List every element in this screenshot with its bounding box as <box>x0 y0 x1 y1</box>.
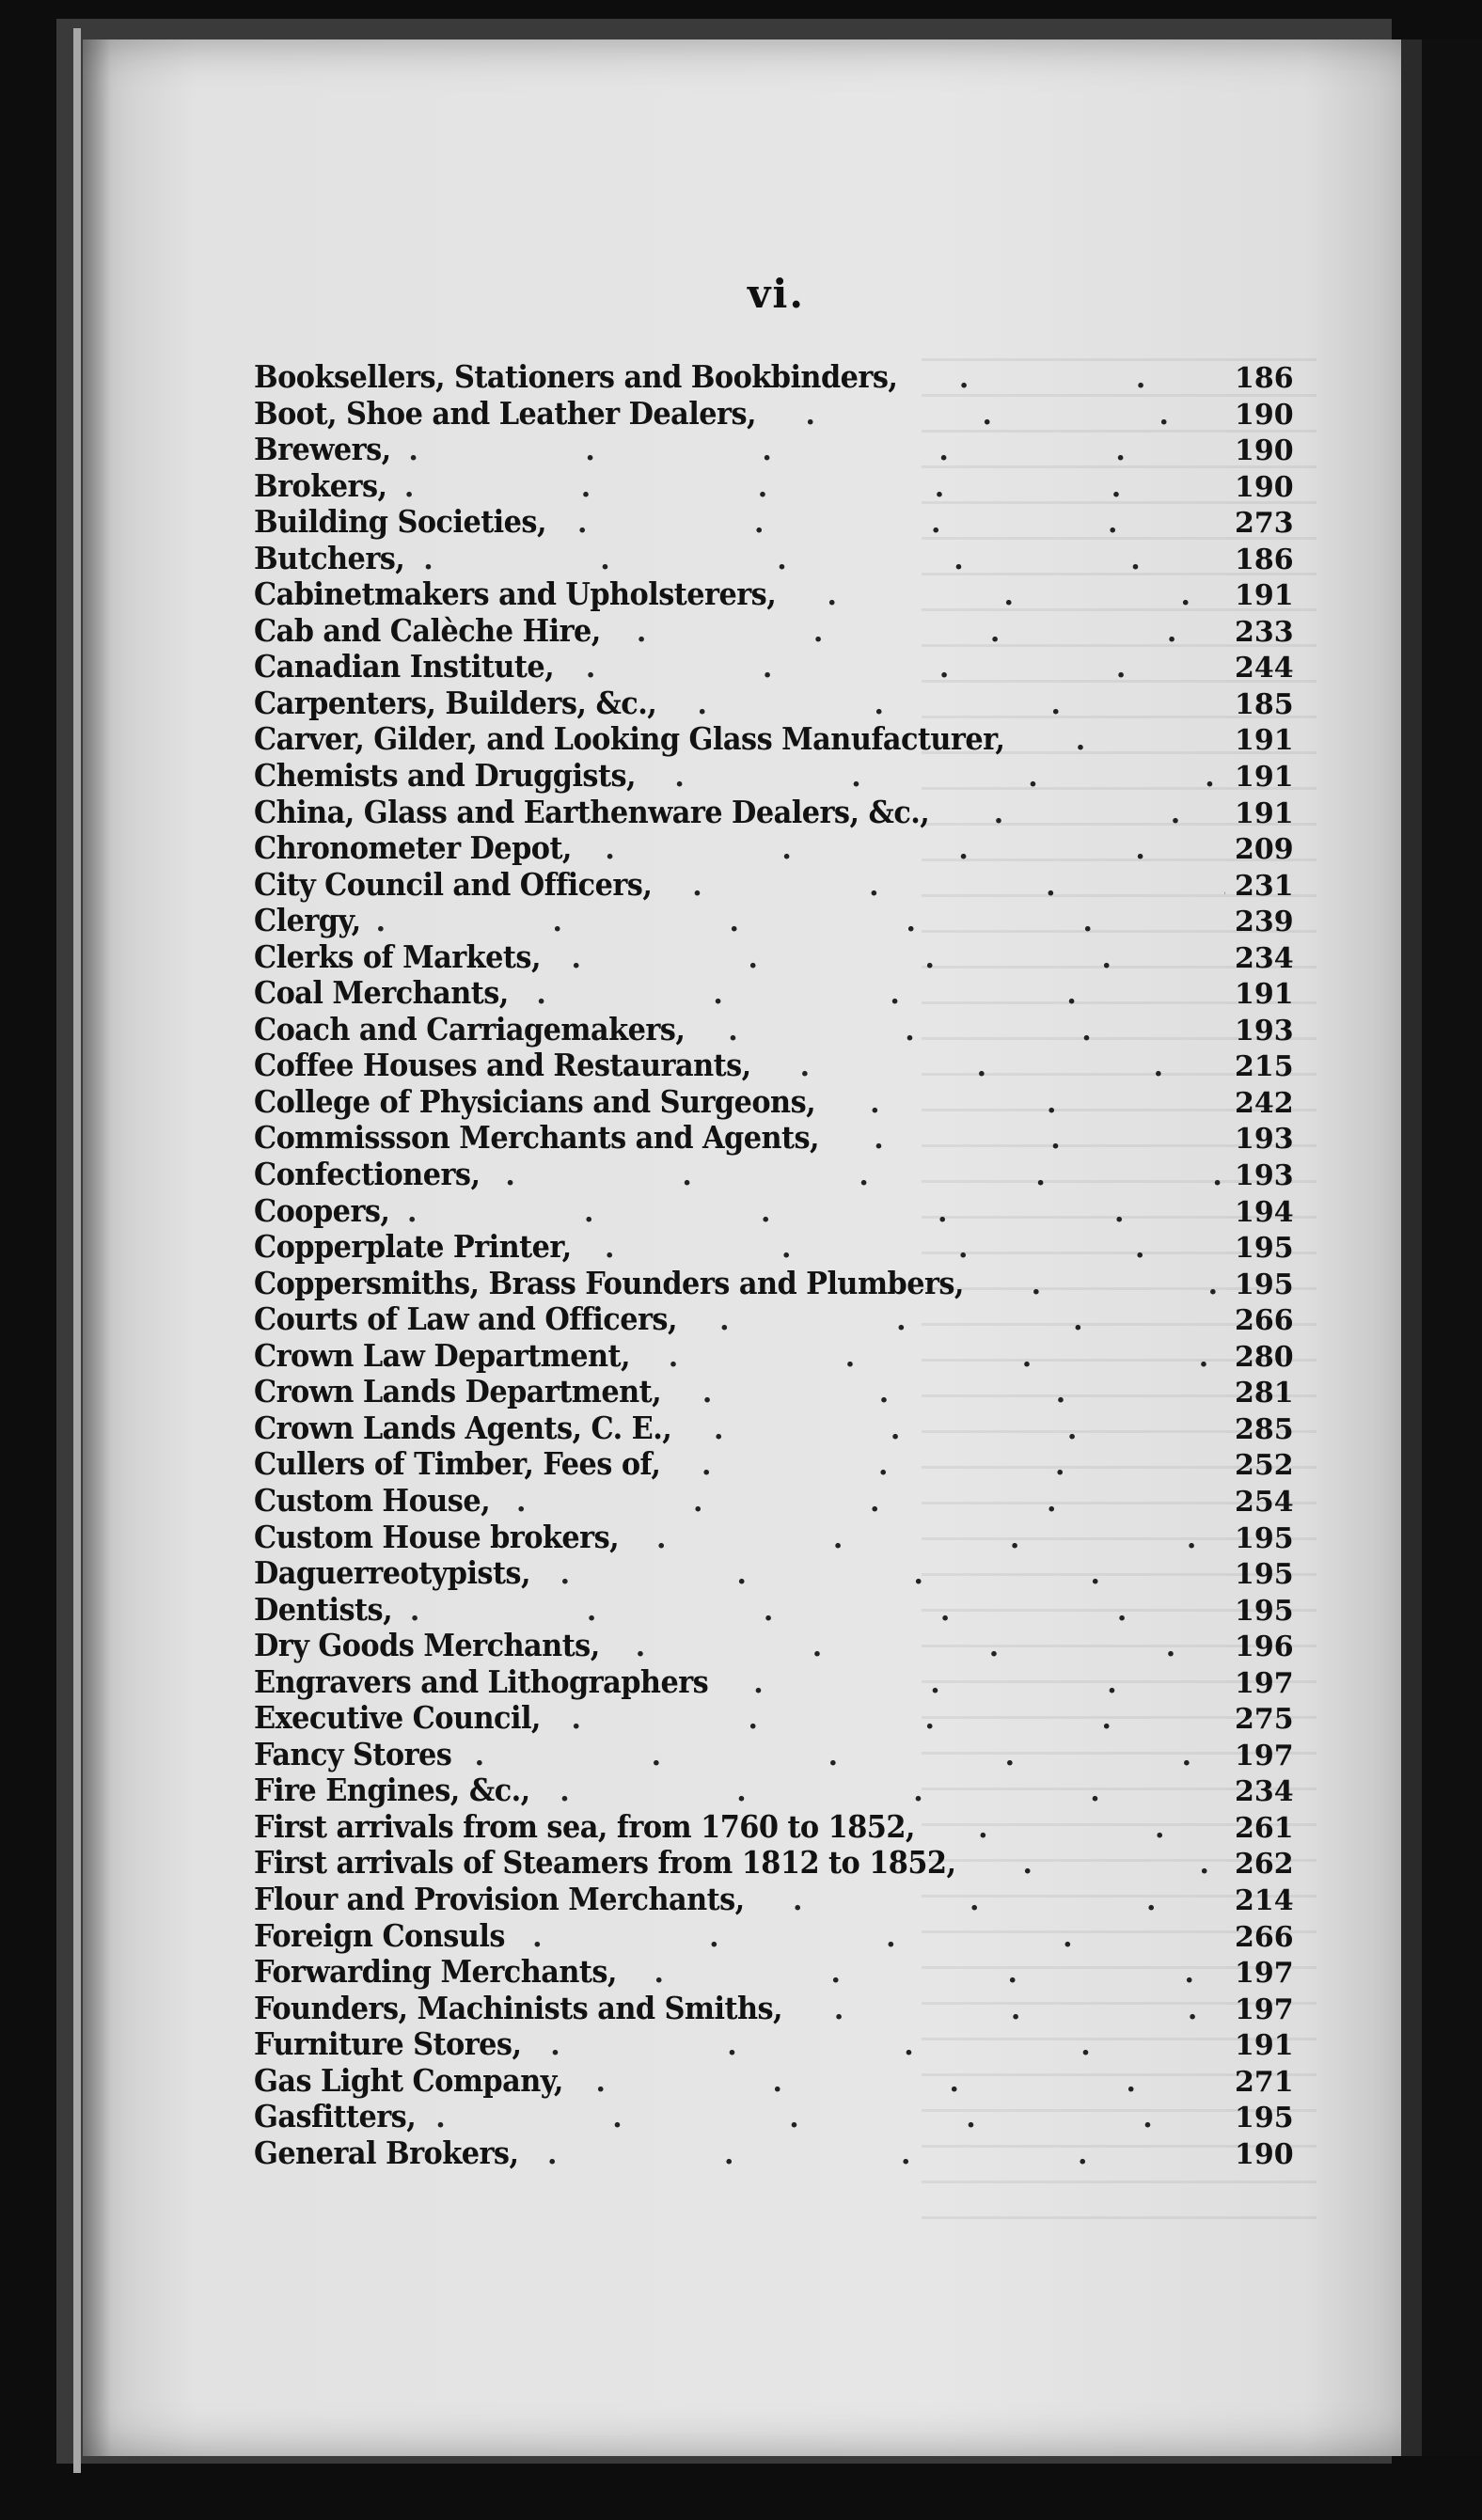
dot-leader <box>376 905 1225 941</box>
entry-page-number: 273 <box>1235 507 1294 541</box>
entry-page-number: 196 <box>1235 1630 1294 1664</box>
index-entry <box>254 649 1293 685</box>
entry-name: Custom House, <box>254 1481 491 1519</box>
entry-page-number: 191 <box>1235 2029 1294 2063</box>
dot-leader <box>959 361 1225 398</box>
dot-leader <box>656 1521 1225 1558</box>
index-entry <box>254 1664 1293 1701</box>
index-entry <box>254 721 1293 758</box>
index-entry <box>254 1628 1293 1664</box>
index-entry <box>254 867 1293 904</box>
index-entry <box>254 1520 1293 1556</box>
dot-leader <box>702 1448 1225 1485</box>
index-entry <box>254 903 1293 939</box>
entry-name: Clergy, <box>254 902 361 939</box>
index-entry <box>254 1120 1293 1157</box>
entry-name: Butchers, <box>254 539 405 576</box>
entry-name: Cullers of Timber, Fees of, <box>254 1445 661 1483</box>
entry-name: Booksellers, Stationers and Bookbinders, <box>254 358 898 395</box>
dot-leader <box>516 1485 1225 1521</box>
entry-name: Fancy Stores <box>254 1735 452 1772</box>
entry-name: College of Physicians and Surgeons, <box>254 1082 816 1120</box>
index-entry <box>254 1555 1293 1592</box>
entry-page-number: 234 <box>1235 1775 1294 1809</box>
entry-name: Gasfitters, <box>254 2098 417 2135</box>
dot-leader <box>994 796 1225 833</box>
dot-leader <box>571 1702 1225 1739</box>
entry-page-number: 197 <box>1235 1957 1294 1991</box>
entry-page-number: 190 <box>1235 398 1294 432</box>
dot-leader <box>404 470 1225 507</box>
dot-leader <box>637 615 1225 652</box>
dot-leader <box>532 1920 1225 1957</box>
entry-name: Carpenters, Builders, &c., <box>254 684 657 721</box>
entry-name: Confectioners, <box>254 1156 481 1193</box>
index-entry <box>254 939 1293 976</box>
index-entry <box>254 396 1293 433</box>
index-entry <box>254 1483 1293 1520</box>
entry-page-number: 215 <box>1235 1050 1294 1084</box>
index-entry <box>254 1374 1293 1410</box>
index-entry <box>254 432 1293 468</box>
index-entry <box>254 468 1293 505</box>
index-entry <box>254 1338 1293 1375</box>
entry-page-number: 197 <box>1235 1666 1294 1700</box>
entry-page-number: 266 <box>1235 1304 1294 1338</box>
entry-name: China, Glass and Earthenware Dealers, &c., <box>254 793 930 830</box>
entry-page-number: 280 <box>1235 1340 1294 1374</box>
entry-page-number: 195 <box>1235 1521 1294 1555</box>
index-entry <box>254 1012 1293 1048</box>
dot-leader <box>674 760 1225 796</box>
entry-name: Founders, Machinists and Smiths, <box>254 1989 783 2026</box>
index-entry <box>254 541 1293 577</box>
entry-name: Dry Goods Merchants, <box>254 1627 600 1664</box>
index-entry <box>254 613 1293 650</box>
index-entry <box>254 795 1293 831</box>
dot-leader <box>536 977 1225 1014</box>
entry-name: Coffee Houses and Restaurants, <box>254 1047 751 1084</box>
entry-name: First arrivals of Steamers from 1812 to 1852, <box>254 1844 956 1882</box>
entry-name: Daguerreotypists, <box>254 1554 530 1592</box>
index-entry <box>254 1266 1293 1302</box>
dot-leader <box>714 1412 1225 1449</box>
index-entry <box>254 1592 1293 1629</box>
index-entry <box>254 2135 1293 2172</box>
entry-page-number: 185 <box>1235 687 1294 721</box>
index-entry <box>254 1157 1293 1193</box>
entry-name: Flour and Provision Merchants, <box>254 1880 745 1917</box>
entry-page-number: 244 <box>1235 652 1294 685</box>
entry-name: Furniture Stores, <box>254 2025 522 2063</box>
dot-leader <box>753 1666 1225 1703</box>
dot-leader <box>728 1014 1225 1050</box>
entry-name: Coach and Carriagemakers, <box>254 1010 686 1047</box>
entry-page-number: 242 <box>1235 1086 1294 1120</box>
entry-name: Forwarding Merchants, <box>254 1953 617 1991</box>
entry-page-number: 195 <box>1235 1268 1294 1301</box>
entry-name: Coppersmiths, Brass Founders and Plumbers, <box>254 1264 964 1301</box>
dot-leader <box>475 1739 1225 1775</box>
dot-leader <box>605 832 1225 869</box>
index-list <box>254 359 1293 2171</box>
index-entry <box>254 1410 1293 1447</box>
entry-name: Copperplate Printer, <box>254 1228 572 1266</box>
dot-leader <box>571 941 1225 978</box>
entry-name: Cabinetmakers and Upholsterers, <box>254 575 777 613</box>
scan-border <box>1422 39 1482 2456</box>
entry-name: Fire Engines, &c., <box>254 1772 530 1809</box>
entry-page-number: 190 <box>1235 2137 1294 2171</box>
entry-name: First arrivals from sea, from 1760 to 1852, <box>254 1807 915 1845</box>
index-entry <box>254 504 1293 541</box>
page-number: vi. <box>748 271 805 317</box>
entry-page-number: 186 <box>1235 362 1294 395</box>
entry-name: Brewers, <box>254 431 391 468</box>
dot-leader <box>423 543 1225 579</box>
dot-leader <box>978 1811 1225 1848</box>
entry-name: Building Societies, <box>254 503 547 541</box>
entry-page-number: 262 <box>1235 1848 1294 1882</box>
dot-leader <box>586 651 1225 687</box>
entry-page-number: 271 <box>1235 2065 1294 2099</box>
index-entry <box>254 1737 1293 1773</box>
dot-leader <box>692 869 1225 906</box>
entry-page-number: 197 <box>1235 1992 1294 2026</box>
entry-page-number: 191 <box>1235 724 1294 758</box>
entry-page-number: 193 <box>1235 1123 1294 1157</box>
entry-page-number: 254 <box>1235 1485 1294 1519</box>
dot-leader <box>698 687 1225 724</box>
index-entry <box>254 1918 1293 1955</box>
index-entry <box>254 1845 1293 1882</box>
entry-name: Clerks of Markets, <box>254 937 541 975</box>
dot-leader <box>577 506 1225 543</box>
index-entry <box>254 2063 1293 2100</box>
entry-name: Crown Law Department, <box>254 1336 630 1374</box>
entry-page-number: 281 <box>1235 1377 1294 1410</box>
entry-page-number: 234 <box>1235 941 1294 975</box>
entry-page-number: 191 <box>1235 761 1294 795</box>
dot-leader <box>636 1630 1225 1666</box>
index-entry <box>254 2099 1293 2135</box>
entry-page-number: 233 <box>1235 615 1294 649</box>
index-entry <box>254 576 1293 613</box>
dot-leader <box>828 578 1226 615</box>
entry-page-number: 266 <box>1235 1920 1294 1954</box>
entry-page-number: 195 <box>1235 1594 1294 1628</box>
dot-leader <box>505 1158 1225 1195</box>
dot-leader <box>605 1231 1225 1268</box>
dot-leader <box>435 2101 1225 2137</box>
entry-name: Cab and Calèche Hire, <box>254 611 601 649</box>
dot-leader <box>805 398 1225 434</box>
index-entry <box>254 1954 1293 1991</box>
entry-name: Coal Merchants, <box>254 974 509 1012</box>
entry-name: Coopers, <box>254 1191 390 1229</box>
entry-page-number: 194 <box>1235 1195 1294 1229</box>
entry-name: Carver, Gilder, and Looking Glass Manufacturer, <box>254 720 1005 758</box>
entry-page-number: 186 <box>1235 543 1294 576</box>
entry-name: Crown Lands Department, <box>254 1373 662 1410</box>
entry-page-number: 195 <box>1235 1232 1294 1266</box>
dot-leader <box>560 1774 1225 1811</box>
entry-name: City Council and Officers, <box>254 865 653 903</box>
entry-name: Courts of Law and Officers, <box>254 1300 677 1338</box>
index-entry <box>254 685 1293 722</box>
dot-leader <box>834 1992 1225 2029</box>
dot-leader <box>547 2137 1225 2174</box>
index-entry <box>254 1229 1293 1266</box>
dot-leader <box>560 1557 1225 1594</box>
entry-page-number: 193 <box>1235 1014 1294 1047</box>
dot-leader <box>800 1049 1225 1086</box>
entry-page-number: 214 <box>1235 1883 1294 1917</box>
dot-leader <box>702 1376 1225 1412</box>
entry-name: General Brokers, <box>254 2134 519 2171</box>
index-entry <box>254 1991 1293 2027</box>
index-entry <box>254 1882 1293 1918</box>
entry-page-number: 195 <box>1235 1558 1294 1592</box>
page-shadow-edge <box>1401 39 1422 2456</box>
entry-name: Chronometer Depot, <box>254 829 572 867</box>
entry-name: Crown Lands Agents, C. E., <box>254 1409 672 1446</box>
entry-page-number: 209 <box>1235 833 1294 867</box>
entry-name: Chemists and Druggists, <box>254 757 637 795</box>
index-entry <box>254 975 1293 1012</box>
entry-name: Gas Light Company, <box>254 2061 563 2099</box>
entry-page-number: 195 <box>1235 2102 1294 2135</box>
index-entry <box>254 359 1293 396</box>
dot-leader <box>408 433 1225 470</box>
index-entry <box>254 758 1293 795</box>
index-entry <box>254 1084 1293 1121</box>
dot-leader <box>870 1086 1225 1123</box>
dot-leader <box>669 1340 1225 1377</box>
entry-page-number: 231 <box>1235 869 1294 903</box>
entry-name: Foreign Consuls <box>254 1916 505 1954</box>
index-entry <box>254 1301 1293 1338</box>
index-entry <box>254 1047 1293 1084</box>
dot-leader <box>1076 723 1225 760</box>
entry-page-number: 275 <box>1235 1703 1294 1737</box>
dot-leader <box>874 1122 1225 1158</box>
index-entry <box>254 1193 1293 1230</box>
binding-edge <box>73 28 81 2473</box>
entry-page-number: 239 <box>1235 906 1294 939</box>
entry-page-number: 191 <box>1235 579 1294 613</box>
entry-name: Brokers, <box>254 466 387 504</box>
entry-name: Commissson Merchants and Agents, <box>254 1119 820 1157</box>
index-entry <box>254 1772 1293 1809</box>
index-entry <box>254 830 1293 867</box>
entry-page-number: 285 <box>1235 1412 1294 1446</box>
index-entry <box>254 1446 1293 1483</box>
entry-page-number: 190 <box>1235 470 1294 504</box>
entry-page-number: 190 <box>1235 434 1294 468</box>
dot-leader <box>407 1195 1225 1232</box>
dot-leader <box>410 1594 1225 1630</box>
index-entry <box>254 1700 1293 1737</box>
entry-page-number: 261 <box>1235 1811 1294 1845</box>
dot-leader <box>719 1303 1225 1340</box>
dot-leader <box>654 1956 1225 1992</box>
entry-name: Custom House brokers, <box>254 1518 620 1555</box>
entry-page-number: 191 <box>1235 796 1294 830</box>
index-entry <box>254 2026 1293 2063</box>
entry-name: Boot, Shoe and Leather Dealers, <box>254 394 757 432</box>
dot-leader <box>596 2065 1225 2102</box>
entry-page-number: 252 <box>1235 1449 1294 1483</box>
entry-name: Dentists, <box>254 1590 393 1628</box>
entry-name: Canadian Institute, <box>254 648 555 685</box>
entry-name: Engravers and Lithographers <box>254 1662 709 1700</box>
entry-page-number: 193 <box>1235 1159 1294 1193</box>
dot-leader <box>1022 1847 1225 1883</box>
entry-name: Executive Council, <box>254 1699 541 1737</box>
dot-leader <box>793 1883 1225 1920</box>
index-entry <box>254 1809 1293 1846</box>
dot-leader <box>1032 1268 1225 1304</box>
entry-page-number: 191 <box>1235 978 1294 1012</box>
dot-leader <box>550 2028 1225 2065</box>
entry-page-number: 197 <box>1235 1739 1294 1772</box>
